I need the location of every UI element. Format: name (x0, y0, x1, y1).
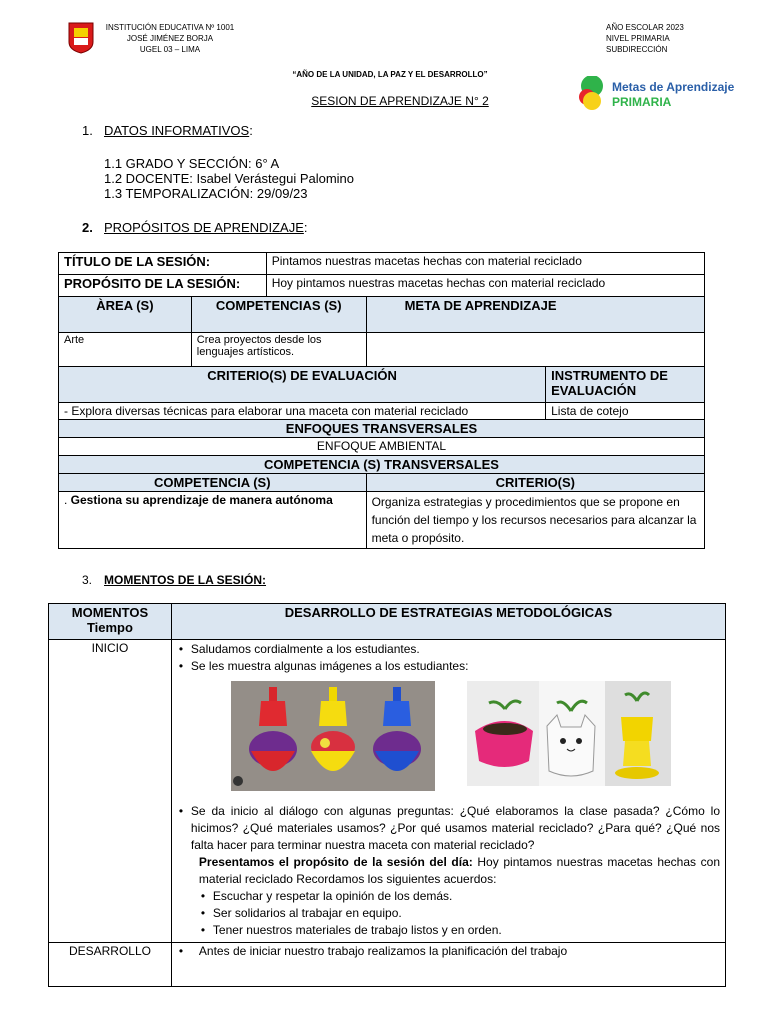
datos-heading (82, 123, 253, 138)
instrumento-header: INSTRUMENTO DE EVALUACIÓN (546, 367, 705, 403)
datos-list (104, 156, 354, 201)
titulo-label: TÍTULO DE LA SESIÓN: (59, 253, 267, 275)
inicio-label: INICIO (49, 640, 172, 943)
propositos-table (58, 252, 705, 549)
desarrollo-bullet: • Antes de iniciar nuestro trabajo realizamos la planificación del trabajo (177, 944, 720, 958)
recycled-plant-pots-photo (467, 681, 671, 786)
propositos-heading (82, 220, 308, 235)
school-name: INSTITUCIÓN EDUCATIVA Nº 1001 (105, 23, 235, 32)
momentos-heading (82, 573, 266, 587)
momentos-col-header: MOMENTOS Tiempo (49, 604, 172, 640)
meta-value (366, 333, 704, 367)
propositos-colon: : (303, 220, 308, 235)
datos-item-grado: 1.1 GRADO Y SECCIÓN: 6° A (104, 156, 280, 171)
session-title: SESION DE APRENDIZAJE N° 2 (311, 94, 489, 108)
desarrollo-label: DESARROLLO (49, 943, 172, 987)
datos-item-docente: 1.2 DOCENTE: Isabel Verástegui Palomino (104, 171, 355, 186)
comp-trans-text: Gestiona su aprendizaje de manera autónoma (70, 493, 333, 507)
images-row (177, 681, 720, 809)
datos-colon: : (249, 123, 253, 138)
acuerdo-item: • Tener nuestros materiales de trabajo listos y en orden. (199, 922, 720, 939)
competencias-header: COMPETENCIAS (S) (191, 297, 366, 333)
crit-col-header: CRITERIO(S) (366, 474, 704, 492)
titulo-value: Pintamos nuestras macetas hechas con material reciclado (266, 253, 704, 275)
crit-trans-value: Organiza estrategias y procedimientos que se propone en función del tiempo y los recursos necesarios para alcanzar la meta o propósito. (366, 492, 704, 549)
subdirection: SUBDIRECCIÓN (606, 45, 668, 54)
propositos-title: PROPÓSITOS DE APRENDIZAJE (104, 220, 304, 235)
year-motto: “AÑO DE LA UNIDAD, LA PAZ Y EL DESARROLLO” (292, 70, 488, 79)
datos-number: 1. (82, 123, 93, 138)
area-value: Arte (59, 333, 192, 367)
competencia-value: Crea proyectos desde los lenguajes artísticos. (191, 333, 366, 367)
acuerdo-item: • Escuchar y respetar la opinión de los demás. (199, 888, 720, 905)
metas-logo (578, 76, 738, 112)
criterio-value: - Explora diversas técnicas para elaborar una maceta con material reciclado (59, 403, 546, 420)
inicio-content (171, 640, 725, 943)
datos-item-temporalizacion: 1.3 TEMPORALIZACIÓN: 29/09/23 (104, 186, 308, 201)
meta-header: META DE APRENDIZAJE (366, 297, 704, 333)
criterio-header: CRITERIO(S) DE EVALUACIÓN (59, 367, 546, 403)
metas-logo-subtext: PRIMARIA (612, 95, 672, 109)
comp-trans-value (59, 492, 367, 549)
school-subname: JOSÉ JIMÉNEZ BORJA (126, 34, 214, 43)
proposito-bold: Presentamos el propósito de la sesión del día: (198, 855, 473, 869)
instrumento-value: Lista de cotejo (546, 403, 705, 420)
school-info (100, 22, 240, 55)
acuerdo-item: • Ser solidarios al trabajar en equipo. (199, 905, 720, 922)
propositos-number: 2. (82, 220, 93, 235)
school-crest (68, 22, 94, 54)
school-year-info (606, 22, 726, 55)
desarrollo-col-header: DESARROLLO DE ESTRATEGIAS METODOLÓGICAS (171, 604, 725, 640)
comp-trans-prefix: . (64, 493, 71, 507)
dialog-bullet: • Se da inicio al diálogo con algunas preguntas: ¿Qué elaboramos la clase pasada? ¿Cómo lo hicimos? ¿Qué materiales usamos? ¿Por qué usamos material reciclado? ¿Para qué? ¿Qué nos falta hacer para terminar nuestra maceta con material reciclado? (177, 803, 720, 854)
proposito-value: Hoy pintamos nuestras macetas hechas con material reciclado (266, 275, 704, 297)
inicio-bullet: • Se les muestra algunas imágenes a los estudiantes: (177, 658, 720, 675)
area-header: ÀREA (S) (59, 297, 192, 333)
enfoques-header: ENFOQUES TRANSVERSALES (59, 420, 705, 438)
school-ugel: UGEL 03 – LIMA (139, 45, 201, 54)
datos-title: DATOS INFORMATIVOS (104, 123, 250, 138)
proposito-text: Hoy pintamos nuestras macetas hechas con material reciclado Recordamos los siguientes acuerdos: (198, 855, 720, 886)
level: NIVEL PRIMARIA (606, 34, 670, 43)
comp-col-header: COMPETENCIA (S) (59, 474, 367, 492)
momentos-number: 3. (82, 573, 93, 587)
hanging-bottle-planters-photo (231, 681, 435, 791)
desarrollo-content (171, 943, 725, 987)
proposito-paragraph (177, 854, 720, 888)
metas-logo-icon (578, 76, 606, 110)
enfoque-value: ENFOQUE AMBIENTAL (59, 438, 705, 456)
inicio-bullet: • Saludamos cordialmente a los estudiantes. (177, 641, 720, 658)
proposito-label: PROPÓSITO DE LA SESIÓN: (59, 275, 267, 297)
comp-trans-header: COMPETENCIA (S) TRANSVERSALES (59, 456, 705, 474)
momentos-title: MOMENTOS DE LA SESIÓN: (104, 573, 267, 587)
metas-logo-text: Metas de Aprendizaje (612, 80, 735, 94)
school-year: AÑO ESCOLAR 2023 (606, 23, 684, 32)
momentos-table (48, 603, 726, 987)
